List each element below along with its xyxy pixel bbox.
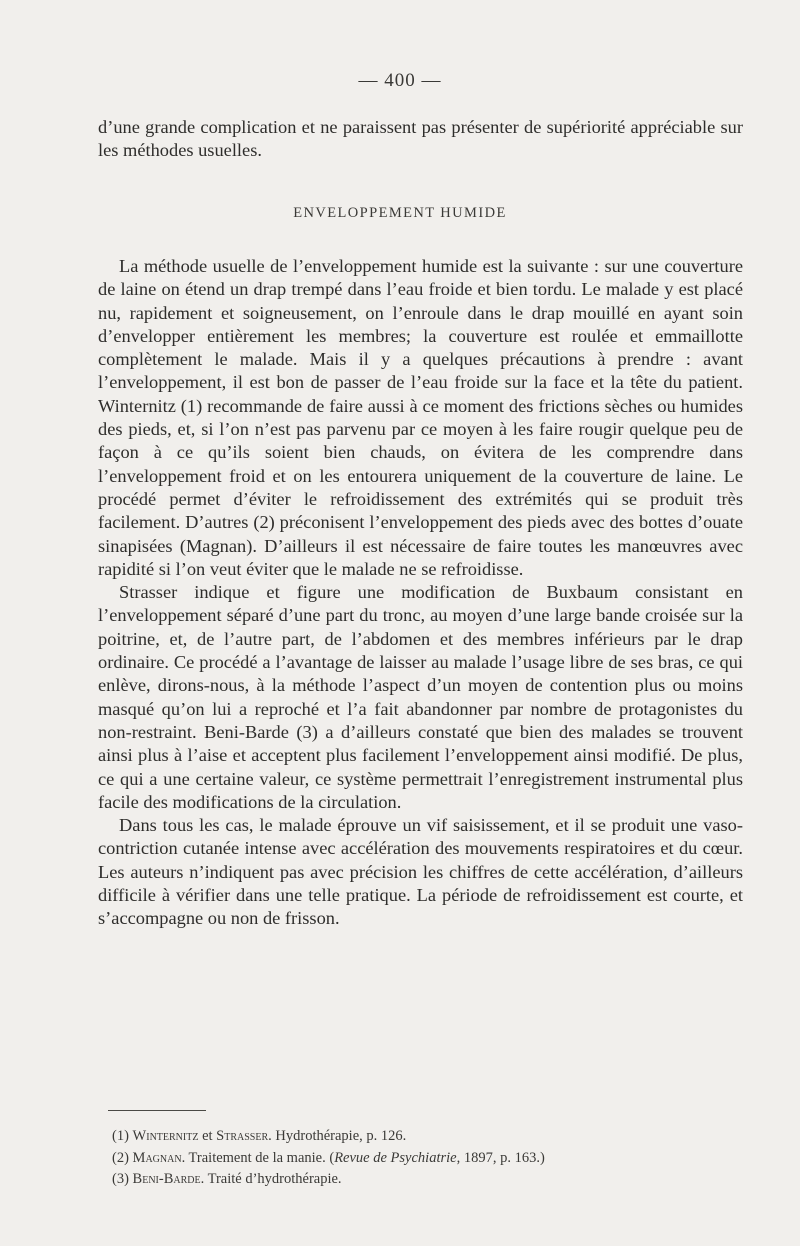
footnote-divider [108,1110,206,1111]
footnote-marker: (3) [112,1171,129,1187]
section-heading: ENVELOPPEMENT HUMIDE [293,205,507,221]
footnote-text: , 1897, p. 163.) [456,1149,545,1166]
footnote [112,1126,732,1148]
footnote-marker: (1) [112,1128,129,1144]
footnote [112,1148,732,1170]
paragraph: Dans tous les cas, le malade éprouve un vif saisissement, et il se produit une vaso-contriction cutanée intense avec accélération des mouvements respiratoires et du cœur. Les auteurs n’indiquent pas avec précision les chiffres de cette accélération, d’ailleurs difficile à vérifier dans une telle pratique. La période de refroidissement est courte, et s’accompagne ou non de frisson. [98,815,743,929]
footnote-text: . Hydrothérapie, p. 126. [268,1128,407,1144]
footnote-text: . Traité d’hydrothérapie. [200,1171,342,1187]
footnote-marker: (2) [112,1149,129,1166]
page-number: — 400 — [358,70,442,91]
footnote-text: et [198,1128,217,1144]
footnote [112,1169,732,1191]
footnote-author: Strasser [216,1128,269,1144]
paragraph: Strasser indique et figure une modification de Buxbaum consistant en l’enveloppement séparé d’une part du tronc, au moyen d’une large bande croisée sur la poitrine, et, de l’autre part, de l’abdomen et des membres inférieurs par le drap ordinaire. Ce procédé a l’avantage de laisser au malade l’usage libre de ses bras, ce qui enlève, dirons-nous, à la méthode l’aspect d’un moyen de contention plus ou moins masqué qu’on lui a reproché et l’a fait abandonner par nombre de protagonistes du non-restraint. Beni-Barde (3) a d’ailleurs constaté que bien des malades se trouvent ainsi plus à l’aise et acceptent plus facilement l’enveloppement ainsi modifié. De plus, ce qui a une certaine valeur, ce système permettrait l’enregistrement instrumental plus facile des modifications de la circulation. [98,582,743,812]
footnote-journal: Revue de Psychiatrie [334,1149,457,1166]
intro-paragraph: d’une grande complication et ne paraissent pas présenter de supériorité appréciable sur les méthodes usuelles. [98,117,743,161]
paragraph: La méthode usuelle de l’enveloppement humide est la suivante : sur une couverture de laine on étend un drap trempé dans l’eau froide et bien tordu. Le malade y est placé nu, rapidement et soigneusement, on l’enroule dans le drap mouillé en ayant soin d’envelopper entièrement les membres; la couverture est roulée et emmaillotte complètement le malade. Mais il y a quelques précautions à prendre : avant l’enveloppement, il est bon de passer de l’eau froide sur la face et la tête du patient. Winternitz (1) recommande de faire aussi à ce moment des frictions sèches ou humides des pieds, et, si l’on n’est pas parvenu par ce moyen à les faire rougir quelque peu de façon à ce qu’ils soient bien chauds, on évitera de les comprendre dans l’enveloppement froid et on les entourera uniquement de la couverture de laine. Le procédé permet d’éviter le refroidissement des extrémités qui se produit très facilement. D’autres (2) préconisent l’enveloppement des pieds avec des bottes d’ouate sinapisées (Magnan). D’ailleurs il est nécessaire de faire toutes les manœuvres avec rapidité si l’on veut éviter que le malade ne se refroidisse. [98,256,743,579]
footnote-text: . Traitement de la manie. ( [181,1149,335,1166]
footnote-author: Magnan [132,1149,182,1166]
footnote-author: Beni-Barde [132,1171,201,1187]
footnotes [112,1126,732,1191]
body-text [98,255,743,931]
footnote-author: Winternitz [132,1128,199,1144]
